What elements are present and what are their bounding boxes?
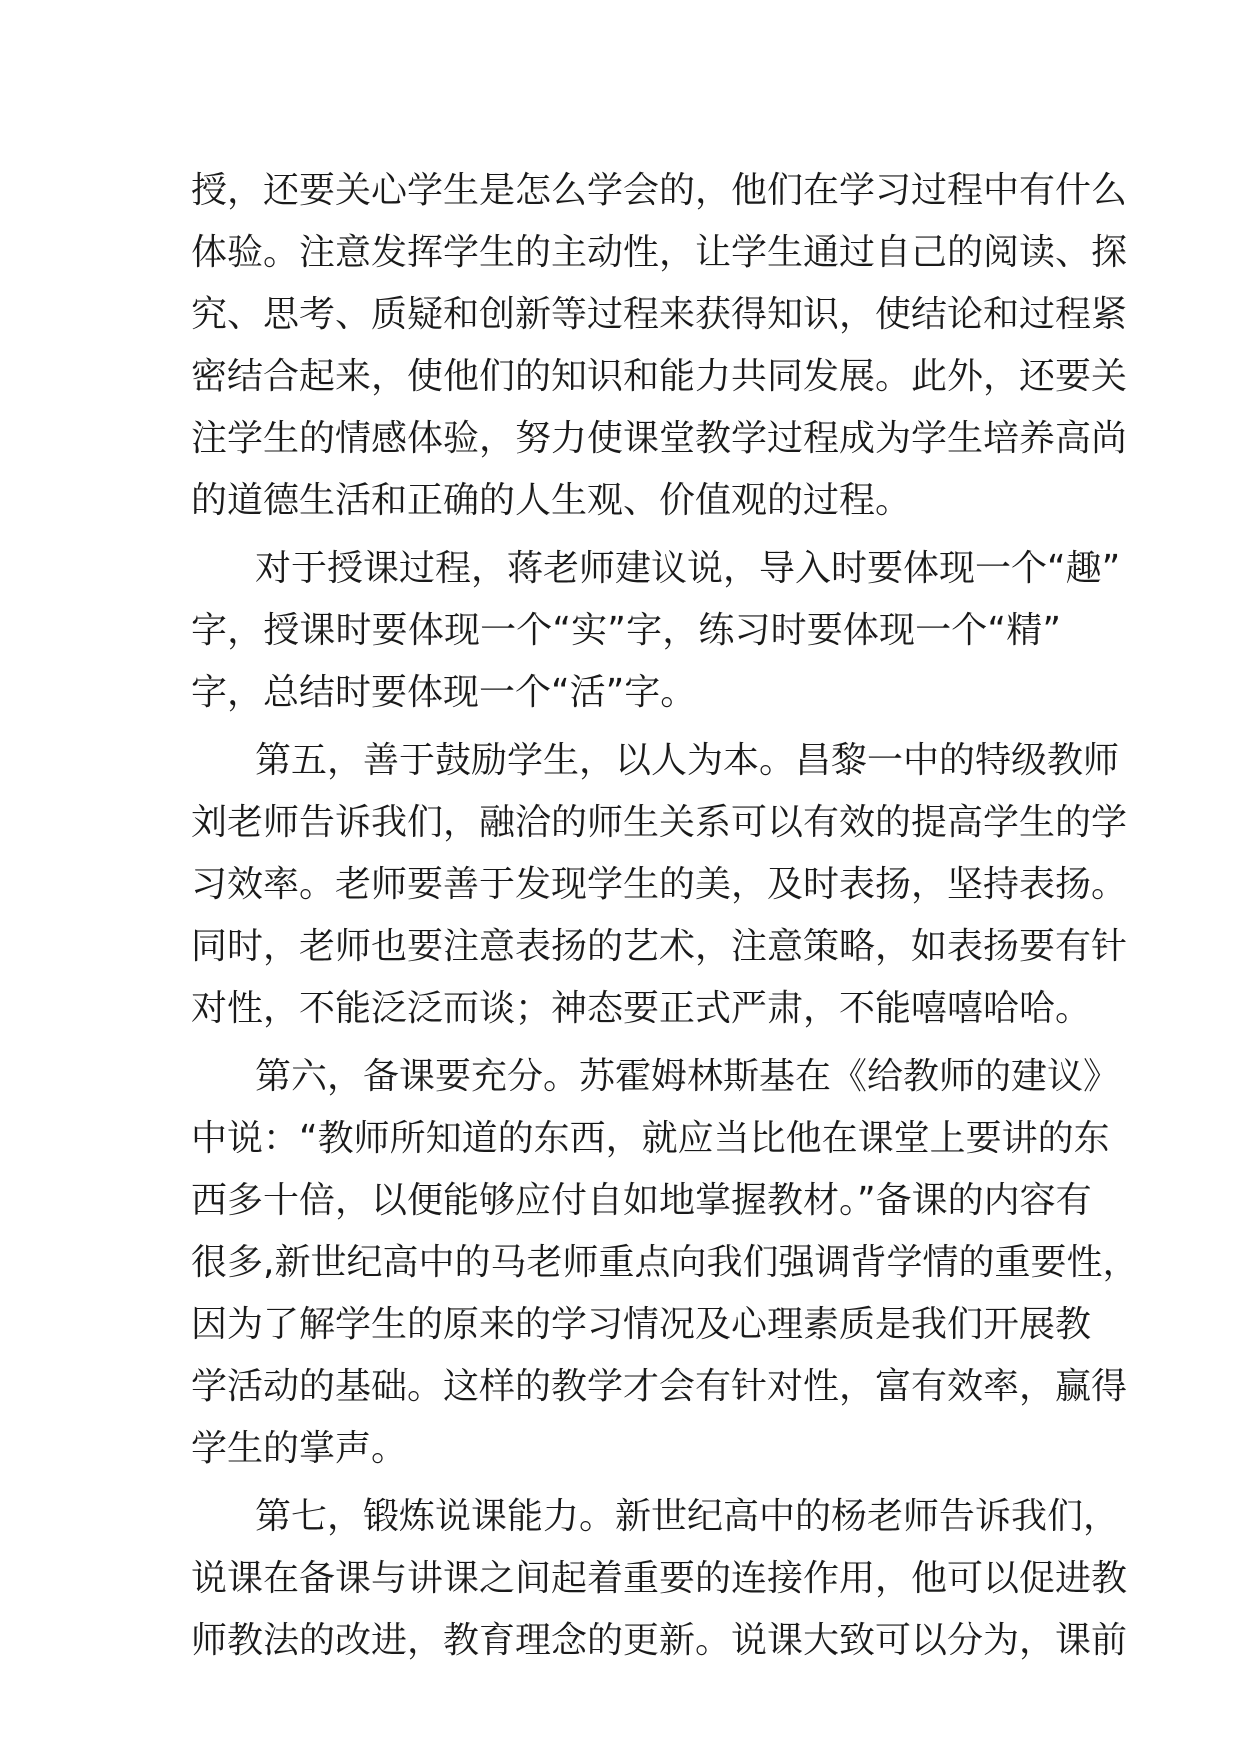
text-line: 授，还要关心学生是怎么学会的，他们在学习过程中有什么 — [191, 170, 1128, 211]
text-line: 的道德生活和正确的人生观、价值观的过程。 — [191, 480, 912, 521]
text-line: 学活动的基础。这样的教学才会有针对性，富有效率，赢得 — [191, 1366, 1128, 1407]
text-line: 很多,新世纪高中的马老师重点向我们强调背学情的重要性， — [191, 1242, 1139, 1283]
text-line: 西多十倍，以便能够应付自如地掌握教材。”备课的内容有 — [191, 1180, 1092, 1221]
text-line: 因为了解学生的原来的学习情况及心理素质是我们开展教 — [191, 1304, 1092, 1345]
text-line: 密结合起来，使他们的知识和能力共同发展。此外，还要关 — [191, 356, 1128, 397]
text-line: 同时，老师也要注意表扬的艺术，注意策略，如表扬要有针 — [191, 926, 1128, 967]
text-line: 师教法的改进，教育理念的更新。说课大致可以分为，课前 — [191, 1620, 1128, 1661]
text-line: 究、思考、质疑和创新等过程来获得知识，使结论和过程紧 — [191, 294, 1128, 335]
text-line: 学生的掌声。 — [191, 1428, 408, 1469]
text-line: 中说：“教师所知道的东西，就应当比他在课堂上要讲的东 — [191, 1118, 1110, 1159]
text-line: 对性，不能泛泛而谈；神态要正式严肃，不能嘻嘻哈哈。 — [191, 988, 1092, 1029]
text-line: 第五，善于鼓励学生，以人为本。昌黎一中的特级教师 — [255, 740, 1120, 781]
text-line: 字，总结时要体现一个“活”字。 — [191, 672, 697, 713]
text-line: 对于授课过程，蒋老师建议说，导入时要体现一个“趣” — [255, 548, 1121, 589]
text-line: 第七，锻炼说课能力。新世纪高中的杨老师告诉我们， — [255, 1496, 1120, 1537]
body-text — [191, 160, 1139, 1672]
text-line: 字，授课时要体现一个“实”字，练习时要体现一个“精” — [191, 610, 1061, 651]
text-line: 第六，备课要充分。苏霍姆林斯基在《给教师的建议》 — [255, 1056, 1120, 1097]
text-line: 说课在备课与讲课之间起着重要的连接作用，他可以促进教 — [191, 1558, 1128, 1599]
text-line: 体验。注意发挥学生的主动性，让学生通过自己的阅读、探 — [191, 232, 1128, 273]
text-line: 刘老师告诉我们，融洽的师生关系可以有效的提高学生的学 — [191, 802, 1128, 843]
text-line: 注学生的情感体验，努力使课堂教学过程成为学生培养高尚 — [191, 418, 1128, 459]
text-line: 习效率。老师要善于发现学生的美，及时表扬，坚持表扬。 — [191, 864, 1128, 905]
